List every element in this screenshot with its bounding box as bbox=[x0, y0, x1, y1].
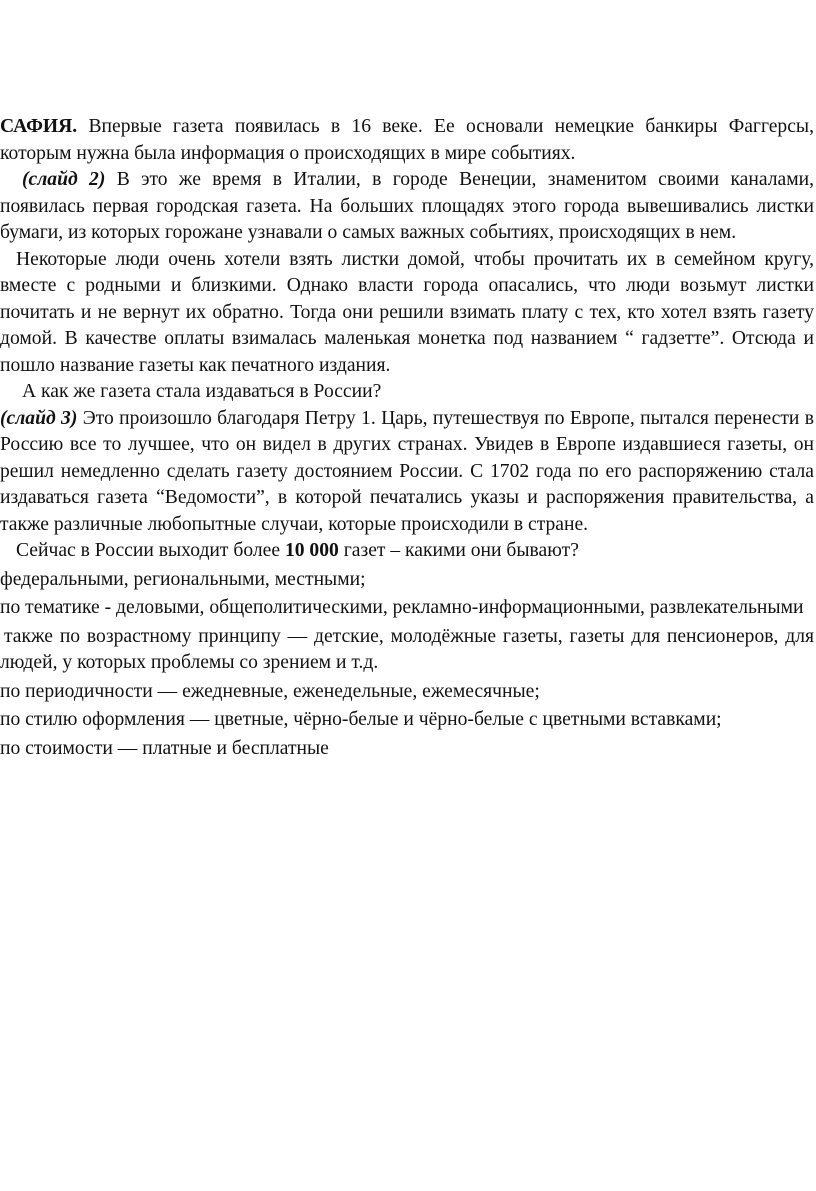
newspaper-count: 10 000 bbox=[284, 540, 339, 561]
paragraph-text: по периодичности — ежедневные, еженедельные, ежемесячные; bbox=[0, 680, 540, 702]
paragraph-text: В это же время в Италии, в городе Венеции, знаменитом своими каналами, появилась первая городская газета. На больших площадях этого города вывешивались листки бумаги, из которых горожане узнавали о самых важных событиях, происходящих в нем. bbox=[0, 169, 814, 243]
paragraph-text: Впервые газета появилась в 16 веке. Ее основали немецкие банкиры Фаггерсы, которым нужна была информация о происходящих в мире событиях. bbox=[0, 116, 814, 164]
paragraph-count bbox=[0, 538, 814, 565]
list-item-age bbox=[0, 624, 814, 677]
slide-marker: (слайд 2) bbox=[22, 169, 106, 190]
paragraph-text: также по возрастному принципу — детские, молодёжные газеты, газеты для пенсионеров, для людей, у которых проблемы со зрением и т.д. bbox=[0, 625, 814, 673]
list-item-level bbox=[0, 567, 814, 594]
speaker-name: САФИЯ. bbox=[0, 116, 78, 137]
paragraph-text: по тематике - деловыми, общеполитическими, рекламно-информационными, развлекательными bbox=[0, 597, 804, 618]
paragraph-intro bbox=[0, 114, 814, 167]
paragraph-text: Некоторые люди очень хотели взять листки домой, чтобы прочитать их в семейном кругу, вместе с родными и близкими. Однако власти города опасались, что люди возьмут листки почитать и не вернут их обратно. Тогда они решили взимать плату с тех, кто хотел взять газету домой. В качестве оплаты взималась маленькая монетка под названием “ гадзетте”. Отсюда и пошло название газеты как печатного издания. bbox=[0, 248, 814, 376]
paragraph-leaflets bbox=[0, 247, 814, 380]
list-item-topic bbox=[0, 595, 814, 622]
paragraph-text: по стилю оформления — цветные, чёрно-белые и чёрно-белые с цветными вставками; bbox=[0, 709, 722, 730]
list-item-style bbox=[0, 707, 814, 734]
paragraph-text: газет – какими они бывают? bbox=[338, 540, 579, 561]
paragraph-text: Сейчас в России выходит более bbox=[16, 540, 285, 561]
paragraph-venice bbox=[0, 167, 814, 247]
slide-marker: (слайд 3) bbox=[0, 407, 78, 429]
paragraph-text: федеральными, региональными, местными; bbox=[0, 568, 366, 590]
list-item-periodicity bbox=[0, 679, 814, 706]
paragraph-question bbox=[0, 379, 814, 406]
paragraph-russia bbox=[0, 406, 814, 539]
paragraph-text: по стоимости — платные и бесплатные bbox=[0, 737, 329, 759]
list-item-cost bbox=[0, 736, 814, 763]
paragraph-text: Это произошло благодаря Петру 1. Царь, путешествуя по Европе, пытался перенести в Россию все то лучшее, что он видел в других странах. Увидев в Европе издавшиеся газеты, он решил немедленно сделать газету достоянием России. С 1702 года по его распоряжению стала издаваться газета “Ведомости”, в которой печатались указы и распоряжения правительства, а также различные любопытные случаи, которые происходили в стране. bbox=[0, 407, 814, 535]
document-page bbox=[0, 114, 814, 762]
paragraph-text: А как же газета стала издаваться в России? bbox=[22, 381, 382, 402]
